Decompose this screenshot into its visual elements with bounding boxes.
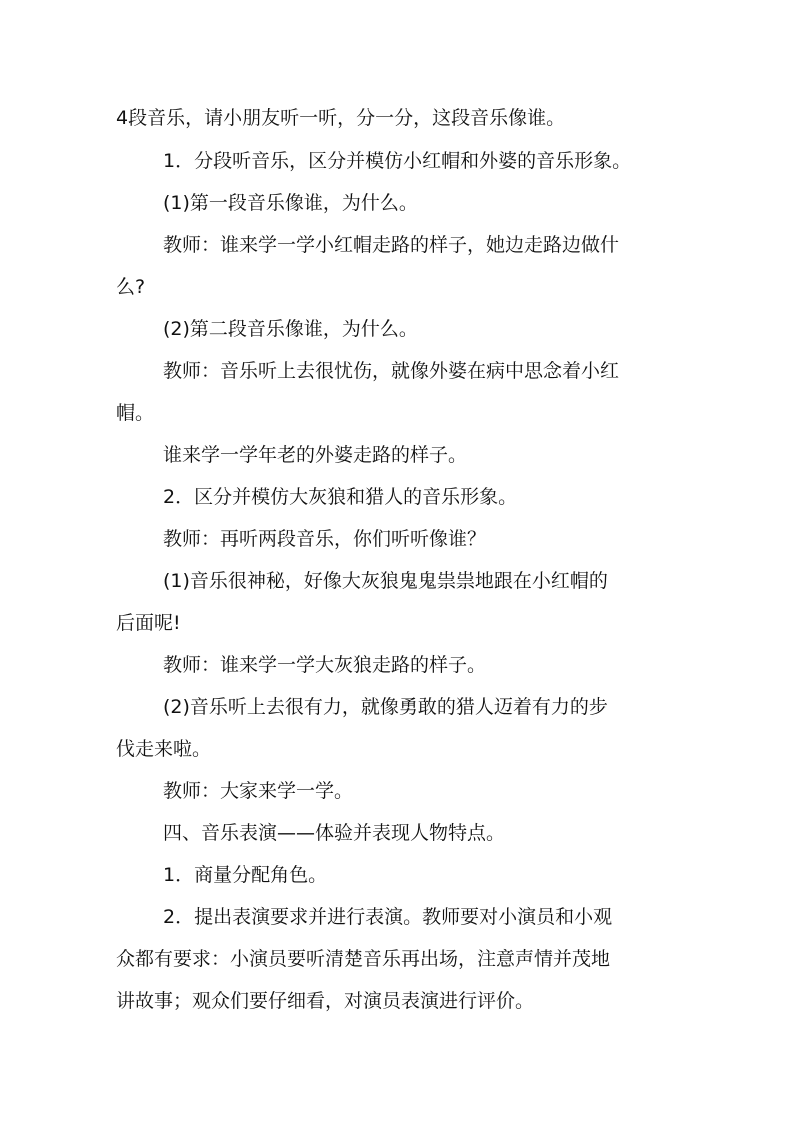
text-line: 教师：谁来学一学小红帽走路的样子，她边走路边做什 [163,234,620,256]
text-line: 1．商量分配角色。 [163,864,328,886]
text-line: 教师：再听两段音乐，你们听听像谁？ [163,528,487,550]
text-line: (1)第一段音乐像谁，为什么。 [163,192,418,214]
section-heading: 四、音乐表演——体验并表现人物特点。 [163,822,506,844]
text-line: 2．区分并模仿大灰狼和猎人的音乐形象。 [163,486,518,508]
text-line: 1．分段听音乐，区分并模仿小红帽和外婆的音乐形象。 [163,150,632,172]
text-line: (2)音乐听上去很有力，就像勇敢的猎人迈着有力的步 [163,696,608,718]
text-line: 讲故事；观众们要仔细看，对演员表演进行评价。 [116,990,535,1012]
text-line: 么? [116,276,146,298]
text-line: 伐走来啦。 [116,738,212,760]
text-line: 教师：谁来学一学大灰狼走路的样子。 [163,654,487,676]
text-line: 教师：大家来学一学。 [163,780,354,802]
text-line: (2)第二段音乐像谁，为什么。 [163,318,418,340]
text-line: 众都有要求：小演员要听清楚音乐再出场，注意声情并茂地 [116,948,611,970]
text-line: 教师：音乐听上去很忧伤，就像外婆在病中思念着小红 [163,360,620,382]
text-line: 谁来学一学年老的外婆走路的样子。 [163,444,468,466]
text-line: (1)音乐很神秘，好像大灰狼鬼鬼祟祟地跟在小红帽的 [163,570,608,592]
text-line: 帽。 [116,402,155,424]
text-line: 2．提出表演要求并进行表演。教师要对小演员和小观 [163,906,613,928]
text-line: 后面呢! [116,612,181,634]
text-line: 4段音乐，请小朋友听一听，分一分，这段音乐像谁。 [116,107,566,129]
